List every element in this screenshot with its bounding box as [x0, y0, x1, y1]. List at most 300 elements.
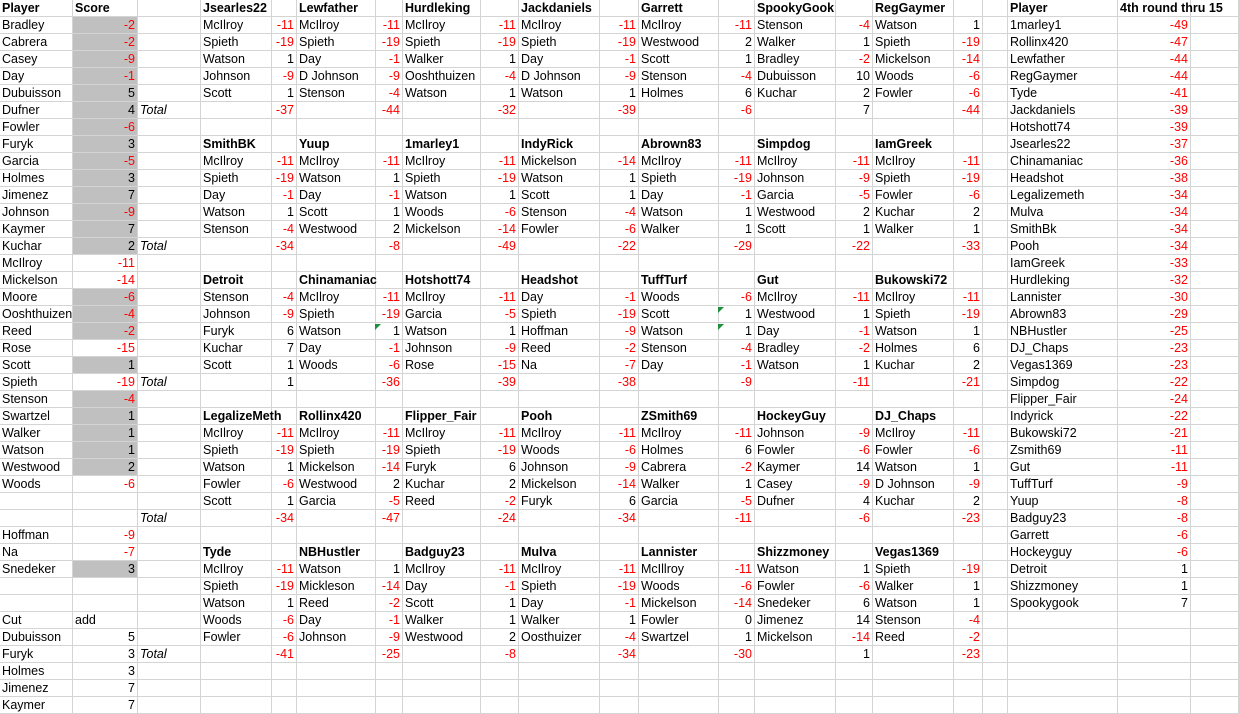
- empty-cell[interactable]: [1118, 646, 1191, 663]
- team-name[interactable]: IamGreek: [873, 136, 954, 153]
- team-pick-score[interactable]: 1: [272, 204, 297, 221]
- team-pick-name[interactable]: Day: [297, 187, 376, 204]
- team-pick-name[interactable]: Woods: [297, 357, 376, 374]
- empty-cell[interactable]: [481, 272, 519, 289]
- standings-score[interactable]: -11: [1118, 442, 1191, 459]
- empty-cell[interactable]: [376, 663, 403, 680]
- empty-cell[interactable]: [519, 391, 600, 408]
- empty-cell[interactable]: [201, 102, 272, 119]
- team-name[interactable]: Gut: [755, 272, 836, 289]
- team-pick-name[interactable]: Watson: [639, 323, 719, 340]
- team-pick-score[interactable]: -2: [954, 629, 983, 646]
- team-pick-score[interactable]: -2: [376, 595, 403, 612]
- team-name[interactable]: SpookyGook: [757, 1, 835, 15]
- empty-cell[interactable]: [201, 510, 272, 527]
- team-pick-score[interactable]: -1: [719, 187, 755, 204]
- cut-header[interactable]: Cut: [0, 612, 73, 629]
- empty-cell[interactable]: [1191, 306, 1239, 323]
- empty-cell[interactable]: [873, 697, 954, 714]
- empty-cell[interactable]: [376, 697, 403, 714]
- team-name[interactable]: Bukowski72: [873, 272, 954, 289]
- team-pick-score[interactable]: 1: [481, 612, 519, 629]
- team-pick-score[interactable]: 6: [600, 493, 639, 510]
- empty-cell[interactable]: [639, 527, 719, 544]
- player-score[interactable]: -4: [73, 306, 138, 323]
- empty-cell[interactable]: [836, 272, 873, 289]
- team-name[interactable]: 1marley1: [403, 136, 481, 153]
- empty-cell[interactable]: [983, 697, 1008, 714]
- empty-cell[interactable]: [519, 102, 600, 119]
- empty-cell[interactable]: [201, 663, 272, 680]
- team-pick-name[interactable]: Reed: [297, 595, 376, 612]
- team-pick-score[interactable]: -1: [600, 289, 639, 306]
- team-pick-score[interactable]: -9: [954, 476, 983, 493]
- team-pick-score[interactable]: 4: [836, 493, 873, 510]
- empty-cell[interactable]: [755, 510, 836, 527]
- team-pick-name[interactable]: Westwood: [403, 629, 481, 646]
- empty-cell[interactable]: [297, 119, 376, 136]
- team-pick-name[interactable]: Johnson: [403, 340, 481, 357]
- empty-cell[interactable]: [1191, 204, 1239, 221]
- empty-cell[interactable]: [836, 136, 873, 153]
- team-pick-name[interactable]: Stenson: [639, 340, 719, 357]
- empty-cell[interactable]: [403, 255, 481, 272]
- empty-cell[interactable]: [983, 0, 1008, 17]
- team-pick-score[interactable]: -1: [836, 323, 873, 340]
- team-pick-name[interactable]: Watson: [519, 85, 600, 102]
- empty-cell[interactable]: [519, 510, 600, 527]
- empty-cell[interactable]: [983, 561, 1008, 578]
- team-name[interactable]: TuffTurf: [639, 272, 719, 289]
- player-name[interactable]: Casey: [0, 51, 73, 68]
- cut-player-name[interactable]: Dubuisson: [0, 629, 73, 646]
- empty-cell[interactable]: [954, 663, 983, 680]
- empty-cell[interactable]: [639, 119, 719, 136]
- empty-cell[interactable]: [138, 51, 201, 68]
- empty-cell[interactable]: [138, 153, 201, 170]
- team-pick-score[interactable]: 2: [481, 629, 519, 646]
- team-total[interactable]: -49: [481, 238, 519, 255]
- team-pick-score[interactable]: -6: [719, 289, 755, 306]
- team-total[interactable]: -25: [376, 646, 403, 663]
- team-pick-score[interactable]: -1: [376, 612, 403, 629]
- team-pick-score[interactable]: -2: [836, 51, 873, 68]
- team-pick-score[interactable]: -19: [272, 578, 297, 595]
- team-name[interactable]: Vegas1369: [873, 544, 954, 561]
- empty-cell[interactable]: [297, 680, 376, 697]
- team-pick-score[interactable]: -11: [954, 289, 983, 306]
- empty-cell[interactable]: [297, 391, 376, 408]
- empty-cell[interactable]: [983, 578, 1008, 595]
- team-pick-name[interactable]: Watson: [873, 17, 954, 34]
- team-pick-score[interactable]: 2: [954, 357, 983, 374]
- empty-cell[interactable]: [873, 527, 954, 544]
- empty-cell[interactable]: [297, 374, 376, 391]
- empty-cell[interactable]: [954, 119, 983, 136]
- empty-cell[interactable]: [983, 442, 1008, 459]
- team-pick-name[interactable]: Westwood: [297, 476, 376, 493]
- empty-cell[interactable]: [138, 561, 201, 578]
- comment-indicator-icon[interactable]: [718, 324, 724, 330]
- empty-cell[interactable]: [481, 119, 519, 136]
- team-pick-name[interactable]: Spieth: [873, 306, 954, 323]
- empty-cell[interactable]: [138, 493, 201, 510]
- team-total[interactable]: -44: [376, 102, 403, 119]
- team-pick-name[interactable]: Fowler: [639, 612, 719, 629]
- empty-cell[interactable]: [297, 663, 376, 680]
- standings-player[interactable]: Yuup: [1008, 493, 1118, 510]
- team-pick-name[interactable]: Garcia: [755, 187, 836, 204]
- empty-cell[interactable]: [272, 680, 297, 697]
- team-pick-name[interactable]: Watson: [297, 170, 376, 187]
- team-name[interactable]: Hotshott74: [403, 272, 481, 289]
- team-pick-name[interactable]: Day: [755, 323, 836, 340]
- standings-player[interactable]: Zsmith69: [1008, 442, 1118, 459]
- empty-cell[interactable]: [1191, 527, 1239, 544]
- team-pick-score[interactable]: 1: [954, 221, 983, 238]
- team-pick-score[interactable]: 1: [719, 221, 755, 238]
- team-pick-score[interactable]: -1: [719, 357, 755, 374]
- standings-score[interactable]: -25: [1118, 323, 1191, 340]
- empty-cell[interactable]: [73, 510, 138, 527]
- empty-cell[interactable]: [954, 255, 983, 272]
- empty-cell[interactable]: [873, 646, 954, 663]
- empty-cell[interactable]: [201, 680, 272, 697]
- team-pick-name[interactable]: McIlroy: [201, 561, 272, 578]
- team-pick-name[interactable]: Watson: [201, 204, 272, 221]
- empty-cell[interactable]: [138, 221, 201, 238]
- empty-cell[interactable]: [983, 391, 1008, 408]
- empty-cell[interactable]: [983, 663, 1008, 680]
- team-pick-name[interactable]: McIlroy: [403, 17, 481, 34]
- team-pick-name[interactable]: Holmes: [873, 340, 954, 357]
- team-total[interactable]: -34: [272, 238, 297, 255]
- team-name[interactable]: Shizzmoney: [755, 544, 836, 561]
- team-total[interactable]: 1: [272, 374, 297, 391]
- standings-header-score[interactable]: 4th round thru 15: [1118, 0, 1239, 17]
- empty-cell[interactable]: [403, 680, 481, 697]
- empty-cell[interactable]: [755, 255, 836, 272]
- empty-cell[interactable]: [719, 697, 755, 714]
- team-pick-name[interactable]: Watson: [403, 323, 481, 340]
- empty-cell[interactable]: [639, 663, 719, 680]
- team-pick-score[interactable]: -2: [719, 459, 755, 476]
- empty-cell[interactable]: [983, 221, 1008, 238]
- standings-score[interactable]: -34: [1118, 204, 1191, 221]
- team-name[interactable]: Headshot: [519, 272, 600, 289]
- team-pick-name[interactable]: Stenson: [201, 221, 272, 238]
- player-name[interactable]: Dufner: [0, 102, 73, 119]
- player-name[interactable]: Kuchar: [0, 238, 73, 255]
- team-pick-score[interactable]: -19: [376, 306, 403, 323]
- team-pick-score[interactable]: -15: [481, 357, 519, 374]
- team-pick-score[interactable]: 1: [481, 187, 519, 204]
- standings-player[interactable]: Headshot: [1008, 170, 1118, 187]
- empty-cell[interactable]: [983, 238, 1008, 255]
- empty-cell[interactable]: [983, 646, 1008, 663]
- team-pick-score[interactable]: 1: [719, 204, 755, 221]
- team-pick-score[interactable]: -14: [600, 153, 639, 170]
- empty-cell[interactable]: [836, 255, 873, 272]
- team-pick-name[interactable]: Walker: [519, 612, 600, 629]
- team-pick-name[interactable]: Day: [639, 187, 719, 204]
- empty-cell[interactable]: [600, 663, 639, 680]
- team-pick-name[interactable]: Spieth: [873, 34, 954, 51]
- team-pick-score[interactable]: 1: [272, 459, 297, 476]
- player-score[interactable]: 1: [73, 357, 138, 374]
- empty-cell[interactable]: [519, 697, 600, 714]
- team-pick-score[interactable]: 1: [954, 17, 983, 34]
- empty-cell[interactable]: [272, 527, 297, 544]
- empty-cell[interactable]: [954, 272, 983, 289]
- cut-player-value[interactable]: 7: [73, 680, 138, 697]
- team-pick-score[interactable]: 1: [836, 306, 873, 323]
- player-score[interactable]: -6: [73, 476, 138, 493]
- team-pick-score[interactable]: -4: [836, 17, 873, 34]
- empty-cell[interactable]: [0, 493, 73, 510]
- player-name[interactable]: Furyk: [0, 136, 73, 153]
- team-pick-name[interactable]: Kaymer: [755, 459, 836, 476]
- team-pick-name[interactable]: Oosthuizer: [519, 629, 600, 646]
- team-name[interactable]: Mulva: [519, 544, 600, 561]
- team-pick-name[interactable]: Spieth: [403, 442, 481, 459]
- player-score[interactable]: 5: [73, 85, 138, 102]
- empty-cell[interactable]: [873, 680, 954, 697]
- team-pick-score[interactable]: 1: [376, 170, 403, 187]
- player-name[interactable]: Dubuisson: [0, 85, 73, 102]
- comment-indicator-icon[interactable]: [718, 307, 724, 313]
- player-name[interactable]: Fowler: [0, 119, 73, 136]
- team-pick-name[interactable]: Westwood: [755, 306, 836, 323]
- team-pick-name[interactable]: Stenson: [755, 17, 836, 34]
- team-name[interactable]: Pooh: [519, 408, 600, 425]
- team-name[interactable]: HockeyGuy: [755, 408, 836, 425]
- empty-cell[interactable]: [1191, 68, 1239, 85]
- team-pick-score[interactable]: -9: [272, 306, 297, 323]
- team-pick-score[interactable]: -11: [376, 17, 403, 34]
- team-pick-name[interactable]: Watson: [755, 357, 836, 374]
- players-header-player[interactable]: Player: [0, 0, 73, 17]
- empty-cell[interactable]: [519, 255, 600, 272]
- empty-cell[interactable]: [376, 119, 403, 136]
- empty-cell[interactable]: [1191, 51, 1239, 68]
- team-pick-name[interactable]: Watson: [403, 85, 481, 102]
- team-pick-score[interactable]: 1: [719, 476, 755, 493]
- standings-player[interactable]: Jsearles22: [1008, 136, 1118, 153]
- team-pick-score[interactable]: 6: [836, 595, 873, 612]
- empty-cell[interactable]: [201, 374, 272, 391]
- team-pick-score[interactable]: -11: [481, 425, 519, 442]
- team-pick-name[interactable]: Walker: [873, 578, 954, 595]
- player-score[interactable]: -2: [73, 34, 138, 51]
- standings-score[interactable]: -36: [1118, 153, 1191, 170]
- team-name[interactable]: Lannister: [639, 544, 719, 561]
- team-pick-name[interactable]: Woods: [639, 578, 719, 595]
- team-pick-score[interactable]: -5: [836, 187, 873, 204]
- empty-cell[interactable]: [873, 255, 954, 272]
- empty-cell[interactable]: [1191, 442, 1239, 459]
- team-pick-name[interactable]: Watson: [873, 323, 954, 340]
- players-header-score[interactable]: Score: [73, 0, 138, 17]
- team-pick-score[interactable]: -14: [376, 459, 403, 476]
- team-pick-name[interactable]: Scott: [201, 357, 272, 374]
- empty-cell[interactable]: [1008, 663, 1118, 680]
- team-pick-name[interactable]: Spieth: [519, 34, 600, 51]
- empty-cell[interactable]: [138, 476, 201, 493]
- empty-cell[interactable]: [138, 425, 201, 442]
- team-pick-score[interactable]: -6: [600, 442, 639, 459]
- empty-cell[interactable]: [138, 204, 201, 221]
- empty-cell[interactable]: [376, 544, 403, 561]
- team-pick-name[interactable]: Mickelson: [755, 629, 836, 646]
- team-pick-score[interactable]: -9: [272, 68, 297, 85]
- team-pick-score[interactable]: 1: [954, 323, 983, 340]
- team-pick-name[interactable]: Scott: [201, 85, 272, 102]
- team-pick-name[interactable]: McIlroy: [201, 425, 272, 442]
- empty-cell[interactable]: [481, 0, 519, 17]
- standings-score[interactable]: -23: [1118, 357, 1191, 374]
- team-name[interactable]: LegalizeMeth: [203, 409, 282, 423]
- empty-cell[interactable]: [138, 0, 201, 17]
- team-pick-score[interactable]: 1: [719, 323, 755, 340]
- empty-cell[interactable]: [1191, 289, 1239, 306]
- team-total[interactable]: -30: [719, 646, 755, 663]
- team-pick-score[interactable]: -9: [836, 425, 873, 442]
- team-pick-score[interactable]: 1: [376, 323, 403, 340]
- empty-cell[interactable]: [983, 612, 1008, 629]
- empty-cell[interactable]: [954, 544, 983, 561]
- team-pick-name[interactable]: Stenson: [297, 85, 376, 102]
- empty-cell[interactable]: [376, 527, 403, 544]
- empty-cell[interactable]: [1191, 391, 1239, 408]
- empty-cell[interactable]: [481, 255, 519, 272]
- empty-cell[interactable]: [954, 527, 983, 544]
- team-total[interactable]: -44: [954, 102, 983, 119]
- team-total[interactable]: -11: [836, 374, 873, 391]
- team-name[interactable]: Chinamaniac: [299, 273, 377, 287]
- team-pick-score[interactable]: -11: [600, 17, 639, 34]
- empty-cell[interactable]: [639, 255, 719, 272]
- empty-cell[interactable]: [954, 0, 983, 17]
- team-pick-name[interactable]: Reed: [403, 493, 481, 510]
- empty-cell[interactable]: [719, 272, 755, 289]
- empty-cell[interactable]: [138, 408, 201, 425]
- standings-score[interactable]: -9: [1118, 476, 1191, 493]
- empty-cell[interactable]: [1191, 544, 1239, 561]
- team-pick-score[interactable]: -11: [600, 561, 639, 578]
- team-total[interactable]: -22: [836, 238, 873, 255]
- team-pick-score[interactable]: 1: [272, 493, 297, 510]
- team-pick-score[interactable]: 2: [376, 221, 403, 238]
- team-pick-name[interactable]: Reed: [873, 629, 954, 646]
- standings-player[interactable]: Mulva: [1008, 204, 1118, 221]
- empty-cell[interactable]: [272, 136, 297, 153]
- team-pick-score[interactable]: -9: [376, 68, 403, 85]
- empty-cell[interactable]: [297, 527, 376, 544]
- team-pick-name[interactable]: Westwood: [755, 204, 836, 221]
- team-pick-name[interactable]: Woods: [201, 612, 272, 629]
- standings-player[interactable]: Vegas1369: [1008, 357, 1118, 374]
- empty-cell[interactable]: [600, 527, 639, 544]
- team-pick-name[interactable]: McIlroy: [297, 289, 376, 306]
- team-pick-score[interactable]: -9: [600, 323, 639, 340]
- empty-cell[interactable]: [1191, 663, 1239, 680]
- team-pick-score[interactable]: -4: [719, 340, 755, 357]
- team-pick-name[interactable]: McIlroy: [297, 425, 376, 442]
- team-pick-name[interactable]: Woods: [403, 204, 481, 221]
- standings-player[interactable]: Legalizemeth: [1008, 187, 1118, 204]
- team-total[interactable]: -39: [481, 374, 519, 391]
- empty-cell[interactable]: [138, 34, 201, 51]
- team-pick-score[interactable]: 1: [272, 595, 297, 612]
- empty-cell[interactable]: [1191, 221, 1239, 238]
- cut-player-name[interactable]: Holmes: [0, 663, 73, 680]
- team-pick-score[interactable]: -1: [376, 51, 403, 68]
- empty-cell[interactable]: [481, 408, 519, 425]
- empty-cell[interactable]: [138, 187, 201, 204]
- empty-cell[interactable]: [600, 544, 639, 561]
- player-score[interactable]: -5: [73, 153, 138, 170]
- team-pick-score[interactable]: -5: [376, 493, 403, 510]
- standings-score[interactable]: -33: [1118, 255, 1191, 272]
- team-pick-name[interactable]: Mickelson: [873, 51, 954, 68]
- empty-cell[interactable]: [138, 323, 201, 340]
- player-name[interactable]: McIlroy: [0, 255, 73, 272]
- team-pick-score[interactable]: -11: [272, 153, 297, 170]
- standings-player[interactable]: TuffTurf: [1008, 476, 1118, 493]
- standings-score[interactable]: -8: [1118, 493, 1191, 510]
- team-pick-score[interactable]: -11: [719, 561, 755, 578]
- player-score[interactable]: -9: [73, 527, 138, 544]
- team-pick-score[interactable]: -11: [954, 425, 983, 442]
- empty-cell[interactable]: [983, 493, 1008, 510]
- team-pick-name[interactable]: Spieth: [519, 306, 600, 323]
- standings-score[interactable]: -21: [1118, 425, 1191, 442]
- cut-add-header[interactable]: add: [73, 612, 138, 629]
- player-name[interactable]: Garcia: [0, 153, 73, 170]
- player-name[interactable]: Hoffman: [0, 527, 73, 544]
- empty-cell[interactable]: [719, 663, 755, 680]
- empty-cell[interactable]: [403, 663, 481, 680]
- team-pick-name[interactable]: Garcia: [403, 306, 481, 323]
- team-pick-name[interactable]: Furyk: [201, 323, 272, 340]
- team-pick-name[interactable]: McIllroy: [639, 561, 719, 578]
- empty-cell[interactable]: [954, 136, 983, 153]
- team-pick-name[interactable]: Stenson: [519, 204, 600, 221]
- team-pick-name[interactable]: Spieth: [201, 578, 272, 595]
- empty-cell[interactable]: [201, 255, 272, 272]
- empty-cell[interactable]: [1191, 408, 1239, 425]
- empty-cell[interactable]: [983, 425, 1008, 442]
- team-pick-score[interactable]: -2: [600, 340, 639, 357]
- empty-cell[interactable]: [600, 272, 639, 289]
- team-pick-name[interactable]: Fowler: [873, 85, 954, 102]
- empty-cell[interactable]: [873, 510, 954, 527]
- player-name[interactable]: Walker: [0, 425, 73, 442]
- empty-cell[interactable]: [954, 391, 983, 408]
- empty-cell[interactable]: [1191, 170, 1239, 187]
- empty-cell[interactable]: [600, 408, 639, 425]
- team-pick-score[interactable]: -11: [272, 17, 297, 34]
- standings-player[interactable]: Hurdleking: [1008, 272, 1118, 289]
- empty-cell[interactable]: [983, 680, 1008, 697]
- team-pick-score[interactable]: -19: [954, 306, 983, 323]
- empty-cell[interactable]: [1008, 612, 1118, 629]
- standings-score[interactable]: -34: [1118, 238, 1191, 255]
- team-pick-name[interactable]: Johnson: [755, 425, 836, 442]
- team-pick-name[interactable]: Kuchar: [403, 476, 481, 493]
- team-pick-name[interactable]: Mickelson: [639, 595, 719, 612]
